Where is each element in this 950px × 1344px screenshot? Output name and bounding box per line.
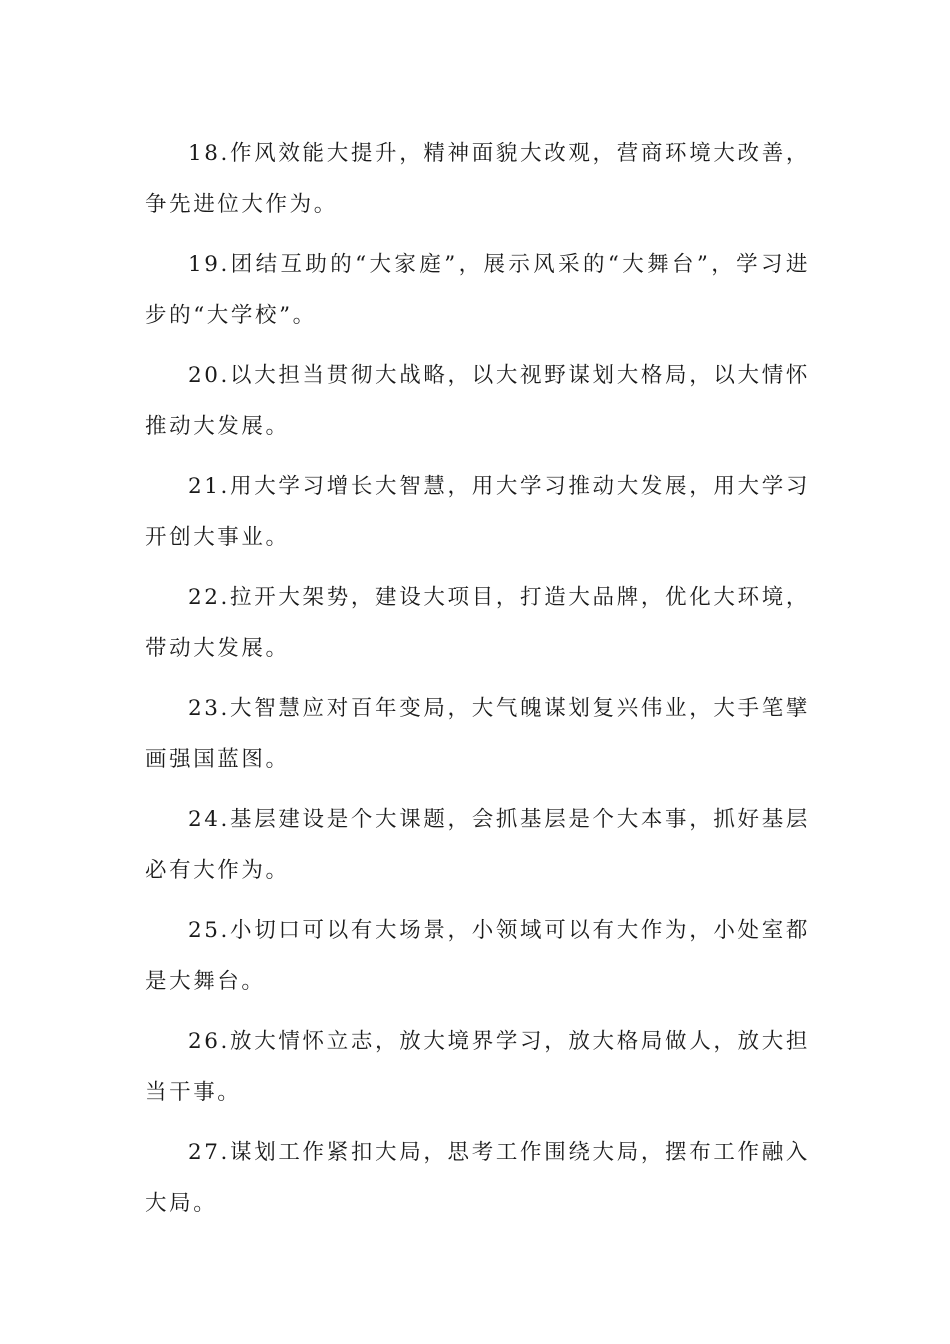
paragraph-20: 20.以大担当贯彻大战略，以大视野谋划大格局，以大情怀推动大发展。 <box>145 363 810 439</box>
paragraph-19: 19.团结互助的“大家庭”，展示风采的“大舞台”，学习进步的“大学校”。 <box>145 252 810 328</box>
document-body <box>145 128 810 1238</box>
paragraph-26: 26.放大情怀立志，放大境界学习，放大格局做人，放大担当干事。 <box>145 1029 810 1105</box>
paragraph-18: 18.作风效能大提升，精神面貌大改观，营商环境大改善，争先进位大作为。 <box>145 141 810 217</box>
paragraph-21: 21.用大学习增长大智慧，用大学习推动大发展，用大学习开创大事业。 <box>145 474 810 550</box>
paragraph-23: 23.大智慧应对百年变局，大气魄谋划复兴伟业，大手笔擘画强国蓝图。 <box>145 696 810 772</box>
paragraph-24: 24.基层建设是个大课题，会抓基层是个大本事，抓好基层必有大作为。 <box>145 807 810 883</box>
paragraph-25: 25.小切口可以有大场景，小领域可以有大作为，小处室都是大舞台。 <box>145 918 810 994</box>
paragraph-27: 27.谋划工作紧扣大局，思考工作围绕大局，摆布工作融入大局。 <box>145 1140 810 1216</box>
paragraph-22: 22.拉开大架势，建设大项目，打造大品牌，优化大环境，带动大发展。 <box>145 585 810 661</box>
